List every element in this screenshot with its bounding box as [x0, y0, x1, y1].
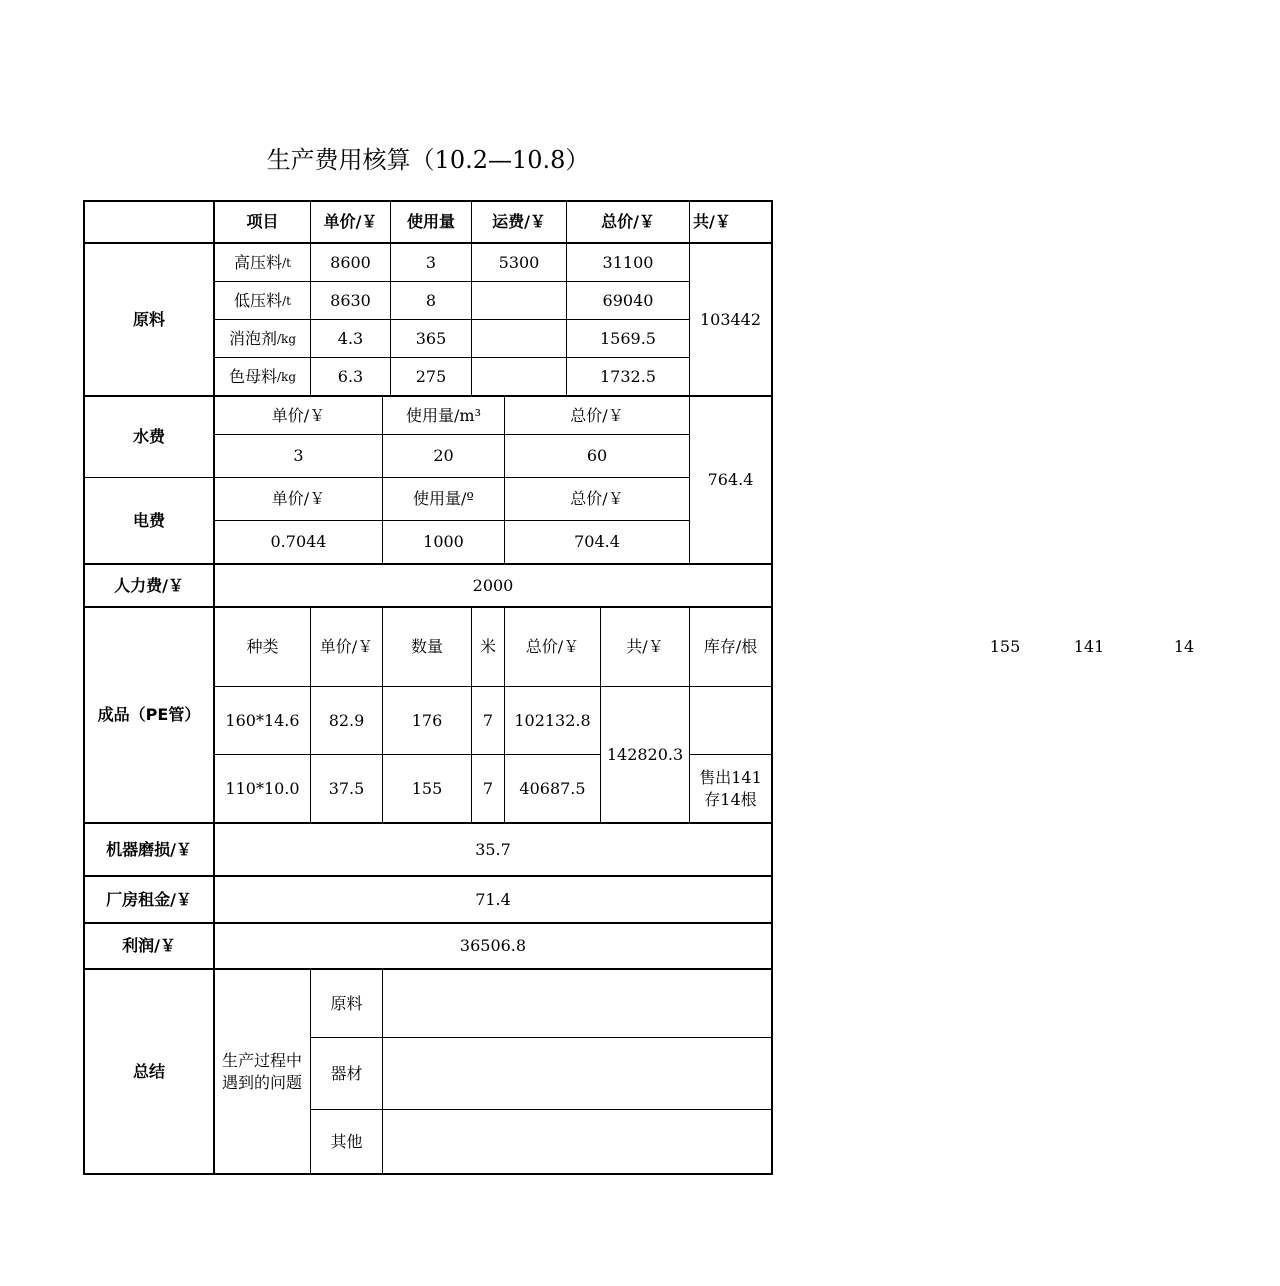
summary-item: 器材	[330, 1063, 363, 1083]
raw-material-name: 色母料 /kg	[228, 366, 296, 386]
raw-materials-label: 原料	[132, 309, 165, 329]
header-freight: 运费/￥	[492, 212, 546, 231]
raw-material-price: 8630	[330, 290, 371, 310]
header-usage: 使用量	[406, 212, 455, 231]
product-meter: 7	[482, 710, 494, 730]
electricity-price: 0.7044	[270, 532, 327, 551]
raw-material-name: 消泡剂 /kg	[228, 328, 296, 348]
side-number: 155	[989, 637, 1021, 656]
raw-material-freight	[472, 358, 566, 395]
labor-label: 人力费/￥	[114, 575, 184, 595]
water-usage-header: 使用量/m³	[406, 405, 481, 425]
raw-material-qty: 275	[415, 366, 447, 386]
utilities-sum: 764.4	[707, 470, 754, 489]
products-stock-header: 库存/根	[703, 637, 758, 656]
raw-material-qty: 8	[425, 290, 437, 310]
machine-wear-value: 35.7	[475, 839, 511, 859]
side-number: 14	[1173, 637, 1195, 656]
summary-item: 原料	[330, 993, 363, 1013]
products-price-header: 单价/￥	[319, 637, 374, 656]
water-price: 3	[293, 446, 304, 465]
products-type-header: 种类	[246, 637, 279, 656]
side-number: 141	[1073, 637, 1105, 656]
raw-material-name: 高压料 /t	[234, 252, 291, 272]
electricity-total: 704.4	[574, 532, 620, 551]
product-price: 37.5	[328, 778, 365, 798]
rent-label: 厂房租金/￥	[106, 889, 192, 909]
summary-problems: 生产过程中遇到的问题	[221, 1050, 302, 1092]
product-total: 40687.5	[519, 778, 586, 798]
raw-materials-sum: 103442	[699, 309, 762, 329]
raw-material-total: 1569.5	[600, 328, 656, 348]
products-sum: 142820.3	[606, 744, 684, 764]
raw-material-total: 69040	[602, 290, 654, 310]
product-qty: 155	[411, 778, 443, 798]
header-total: 总价/￥	[601, 212, 655, 231]
raw-material-freight	[472, 320, 566, 357]
header-unit-price: 单价/￥	[323, 212, 378, 231]
header-sum: 共/￥	[693, 212, 731, 231]
raw-material-price: 6.3	[337, 366, 364, 386]
product-stock	[690, 687, 771, 754]
machine-wear-label: 机器磨损/￥	[106, 839, 192, 859]
water-label: 水费	[132, 427, 165, 446]
water-price-header: 单价/￥	[271, 405, 326, 425]
raw-material-total: 1732.5	[600, 366, 656, 386]
water-usage: 20	[433, 446, 454, 465]
product-type: 160*14.6	[225, 710, 300, 730]
products-qty-header: 数量	[410, 637, 443, 656]
raw-material-name: 低压料 /t	[234, 290, 291, 310]
summary-item: 其他	[330, 1131, 363, 1151]
product-meter: 7	[482, 778, 494, 798]
product-type: 110*10.0	[225, 778, 300, 798]
product-price: 82.9	[328, 710, 365, 730]
electricity-usage-header: 使用量/º	[413, 489, 474, 508]
products-label: 成品（PE管）	[97, 705, 201, 724]
raw-material-price: 4.3	[337, 328, 364, 348]
raw-material-freight: 5300	[498, 252, 540, 272]
raw-material-total: 31100	[602, 252, 654, 272]
products-meter-header: 米	[479, 637, 496, 656]
products-total-header: 总价/￥	[525, 637, 580, 656]
labor-value: 2000	[472, 575, 514, 595]
raw-material-qty: 365	[415, 328, 447, 348]
summary-label: 总结	[132, 1061, 165, 1081]
product-stock: 售出141 存14根	[699, 767, 762, 809]
profit-label: 利润/￥	[122, 936, 176, 955]
profit-value: 36506.8	[459, 936, 527, 955]
raw-material-qty: 3	[425, 252, 437, 272]
rent-value: 71.4	[475, 889, 511, 909]
product-total: 102132.8	[514, 710, 591, 730]
header-item: 项目	[246, 212, 279, 231]
page-title: 生产费用核算（10.2—10.8）	[266, 146, 590, 174]
raw-material-freight	[472, 282, 566, 319]
product-qty: 176	[411, 710, 443, 730]
electricity-price-header: 单价/￥	[271, 489, 326, 508]
water-total: 60	[586, 446, 608, 465]
electricity-total-header: 总价/￥	[570, 489, 624, 508]
products-sum-header: 共/￥	[626, 637, 664, 656]
electricity-usage: 1000	[423, 532, 464, 551]
raw-material-price: 8600	[330, 252, 371, 272]
water-total-header: 总价/￥	[570, 405, 624, 425]
electricity-label: 电费	[132, 510, 165, 530]
